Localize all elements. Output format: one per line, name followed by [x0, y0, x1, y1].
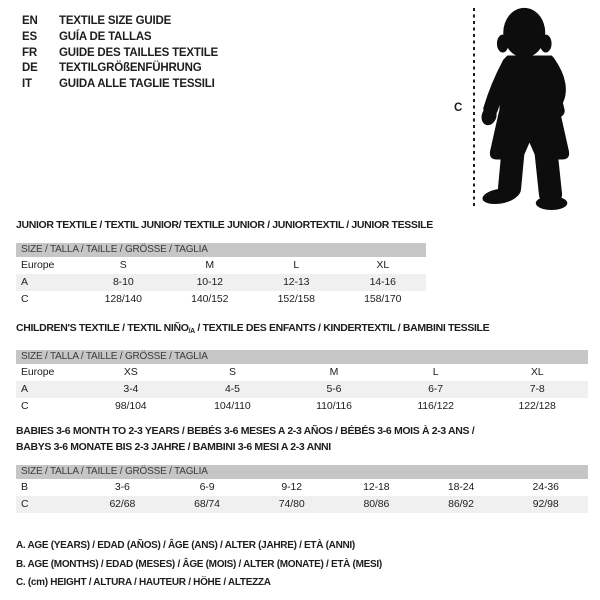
language-label: GUÍA DE TALLAS: [59, 30, 152, 43]
row-cell: 122/128: [518, 400, 556, 412]
row-cell: 62/68: [109, 498, 136, 510]
table-title: [16, 320, 588, 340]
row-cell: 5-6: [326, 383, 342, 395]
language-code: FR: [22, 46, 37, 59]
row-cell: 12-18: [363, 481, 390, 493]
row-cell: 80/86: [363, 498, 390, 510]
row-cell: L: [293, 259, 300, 271]
row-cell: 6-9: [199, 481, 215, 493]
row-label: C: [21, 293, 29, 305]
footnote-line: C. (cm) HEIGHT / ALTURA / HAUTEUR / HÖHE / ALTEZZA: [16, 577, 271, 589]
row-cell: 14-16: [369, 276, 396, 288]
table-title-text: BABYS 3-6 MONATE BIS 2-3 JAHRE / BAMBINI 3-6 MESI A 2-3 ANNI: [16, 441, 331, 453]
row-cell: 128/140: [104, 293, 142, 305]
row-cell: 12-13: [283, 276, 310, 288]
table-title-line: [16, 217, 433, 233]
language-title-block: [22, 14, 218, 93]
row-cell: S: [228, 366, 236, 378]
table-row: [16, 364, 588, 381]
row-cell: 92/98: [532, 498, 559, 510]
table-row: [16, 257, 426, 274]
language-label: GUIDA ALLE TAGLIE TESSILI: [59, 78, 215, 91]
table-title-text: BABIES 3-6 MONTH TO 2-3 YEARS / BEBÉS 3-6 MESES A 2-3 AÑOS / BÉBÉS 3-6 MOIS À 2-3 ANS /: [16, 425, 475, 437]
language-row: [22, 30, 218, 46]
language-row: [22, 46, 218, 62]
table-title-text: JUNIOR TEXTILE / TEXTIL JUNIOR/ TEXTILE JUNIOR / JUNIORTEXTIL / JUNIOR TESSILE: [16, 219, 433, 231]
row-cell: 104/110: [214, 400, 251, 412]
row-cell: 110/116: [316, 400, 352, 412]
row-cell: 74/80: [278, 498, 305, 510]
row-cell: 8-10: [112, 276, 134, 288]
size-table: [16, 423, 588, 513]
row-cell: 98/104: [115, 400, 147, 412]
size-header-bar: SIZE / TALLA / TAILLE / GRÖSSE / TAGLIA: [16, 465, 588, 479]
height-measure-label: C: [454, 102, 463, 114]
language-row: [22, 14, 218, 30]
language-label: GUIDE DES TAILLES TEXTILE: [59, 46, 218, 59]
size-table: [16, 320, 588, 415]
row-label: A: [21, 276, 28, 288]
language-code: EN: [22, 15, 38, 27]
table-row: [16, 398, 588, 415]
table-row: [16, 381, 588, 398]
row-cell: 3-4: [123, 383, 139, 395]
row-cell: 18-24: [447, 481, 475, 493]
language-row: [22, 61, 218, 77]
table-title-line: [16, 320, 588, 340]
table-row: [16, 291, 426, 308]
size-header-bar: SIZE / TALLA / TAILLE / GRÖSSE / TAGLIA: [16, 350, 588, 364]
language-code: DE: [22, 62, 38, 75]
row-cell: 158/170: [364, 293, 402, 305]
row-cell: M: [329, 366, 339, 378]
footnote-line: B. AGE (MONTHS) / EDAD (MESES) / ÂGE (MOIS) / ALTER (MONATE) / ETÀ (MESI): [16, 558, 382, 570]
height-measure-line: [473, 8, 475, 206]
table-row: [16, 496, 588, 513]
language-label: TEXTILGRÖßENFÜHRUNG: [59, 62, 202, 75]
row-cell: 4-5: [224, 383, 240, 395]
table-row: [16, 274, 426, 291]
row-cell: XL: [530, 366, 544, 378]
row-label: C: [21, 498, 29, 510]
language-code: ES: [22, 30, 37, 43]
row-cell: S: [119, 259, 127, 271]
row-cell: M: [205, 259, 215, 271]
table-title-text: / TEXTILE DES ENFANTS / KINDERTEXTIL / BAMBINI TESSILE: [194, 322, 490, 334]
row-cell: 140/152: [191, 293, 229, 305]
footnote-line: A. AGE (YEARS) / EDAD (AÑOS) / ÂGE (ANS) / ALTER (JAHRE) / ETÀ (ANNI): [16, 540, 355, 551]
language-label: TEXTILE SIZE GUIDE: [59, 15, 172, 27]
language-row: [22, 77, 218, 93]
table-title-text: /A: [188, 328, 195, 335]
table-title-line: [16, 439, 588, 455]
row-cell: 116/122: [417, 400, 454, 412]
row-cell: L: [432, 366, 439, 378]
table-row: [16, 479, 588, 496]
row-label: Europe: [21, 259, 55, 271]
row-cell: XS: [123, 366, 138, 378]
row-label: B: [21, 481, 28, 493]
row-cell: 24-36: [532, 481, 559, 493]
row-cell: 3-6: [114, 481, 130, 493]
baby-silhouette-icon: [477, 0, 600, 213]
row-cell: 68/74: [194, 498, 220, 510]
row-label: Europe: [21, 366, 55, 378]
row-cell: 86/92: [448, 498, 474, 510]
row-cell: 9-12: [281, 481, 302, 493]
row-cell: 10-12: [196, 276, 223, 288]
row-cell: 152/158: [277, 293, 315, 305]
row-cell: 6-7: [428, 383, 444, 395]
language-code: IT: [22, 78, 32, 91]
row-cell: 7-8: [529, 383, 545, 395]
size-header-bar: SIZE / TALLA / TAILLE / GRÖSSE / TAGLIA: [16, 243, 426, 257]
row-label: C: [21, 400, 29, 412]
size-table: [16, 217, 433, 308]
table-title-text: CHILDREN'S TEXTILE / TEXTIL NIÑO: [16, 322, 189, 334]
row-label: A: [21, 383, 28, 395]
table-title-line: [16, 423, 588, 439]
row-cell: XL: [376, 259, 390, 271]
footnotes-block: [16, 537, 382, 593]
table-title: [16, 217, 433, 233]
table-title: [16, 423, 588, 455]
